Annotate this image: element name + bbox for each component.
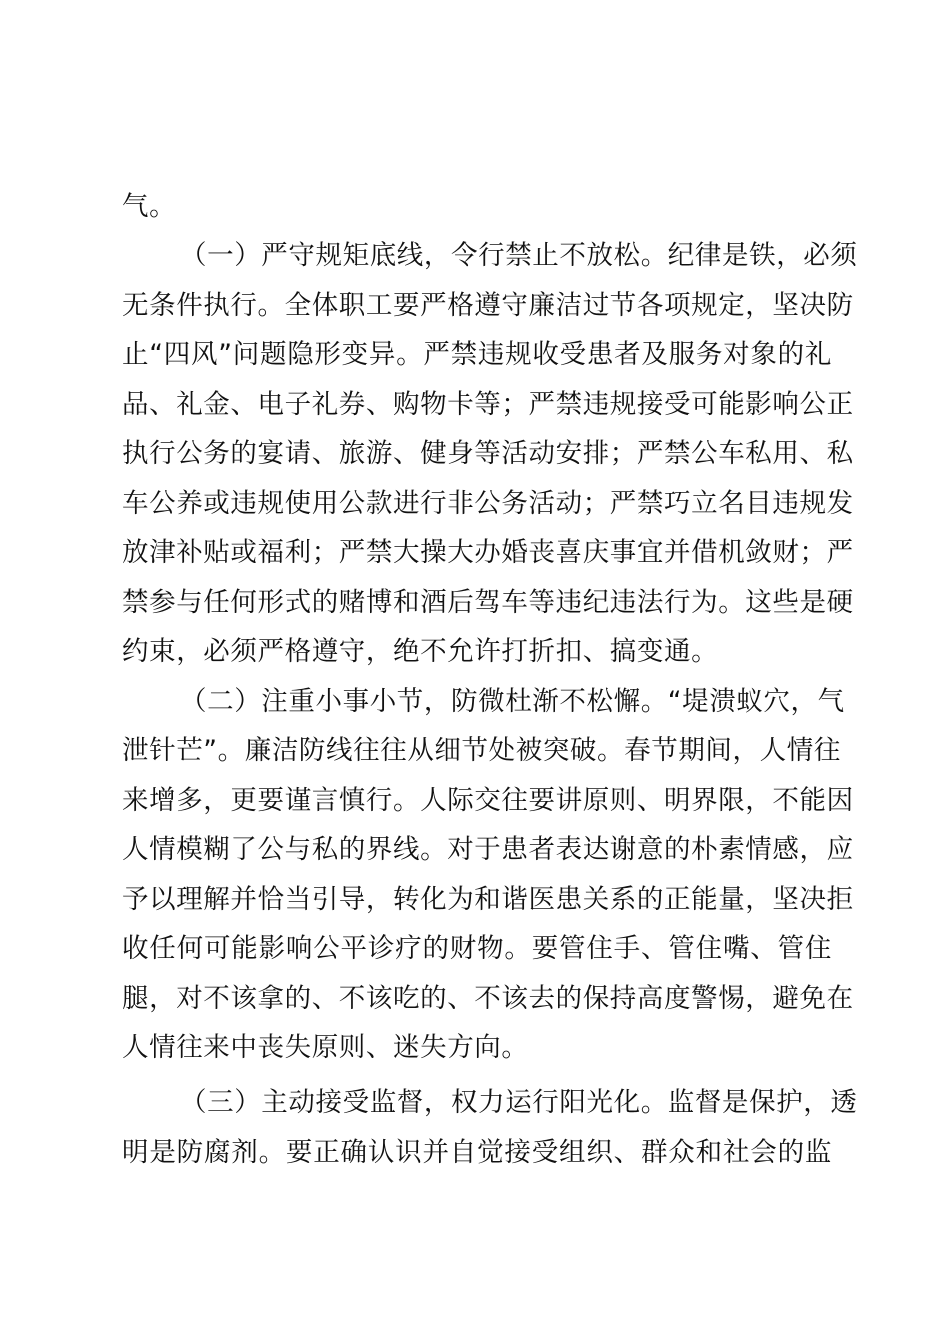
text-line: 予以理解并恰当引导，转化为和谐医患关系的正能量，坚决拒 <box>122 884 854 915</box>
text-line: 收任何可能影响公平诊疗的财物。要管住手、管住嘴、管住 <box>122 933 832 964</box>
text-line: 执行公务的宴请、旅游、健身等活动安排；严禁公车私用、私 <box>122 438 854 469</box>
text-line: 止“四风”问题隐形变异。严禁违规收受患者及服务对象的礼 <box>122 339 832 370</box>
text-line: 人情往来中丧失原则、迷失方向。 <box>122 1032 529 1063</box>
text-line: 腿，对不该拿的、不该吃的、不该去的保持高度警惕，避免在 <box>122 983 854 1014</box>
text-line: 明是防腐剂。要正确认识并自觉接受组织、群众和社会的监 <box>122 1137 832 1168</box>
text-line: 放津补贴或福利；严禁大操大办婚丧喜庆事宜并借机敛财；严 <box>122 537 854 568</box>
text-line: 气。 <box>122 191 177 222</box>
text-line: 人情模糊了公与私的界线。对于患者表达谢意的朴素情感，应 <box>122 834 854 865</box>
text-line: 车公养或违规使用公款进行非公务活动；严禁巧立名目违规发 <box>122 488 854 519</box>
section-heading-line: （三）主动接受监督，权力运行阳光化。监督是保护，透 <box>180 1087 858 1118</box>
text-line: 约束，必须严格遵守，绝不允许打折扣、搞变通。 <box>122 636 719 667</box>
text-line: 禁参与任何形式的赌博和酒后驾车等违纪违法行为。这些是硬 <box>122 587 854 618</box>
section-heading-line: （一）严守规矩底线，令行禁止不放松。纪律是铁，必须 <box>180 240 858 271</box>
text-line: 无条件执行。全体职工要严格遵守廉洁过节各项规定，坚决防 <box>122 290 854 321</box>
section-heading-line: （二）注重小事小节，防微杜渐不松懈。“堤溃蚁穴，气 <box>180 686 845 717</box>
text-line: 泄针芒”。廉洁防线往往从细节处被突破。春节期间，人情往 <box>122 735 841 766</box>
text-line: 品、礼金、电子礼券、购物卡等；严禁违规接受可能影响公正 <box>122 389 854 420</box>
text-line: 来增多，更要谨言慎行。人际交往要讲原则、明界限，不能因 <box>122 785 854 816</box>
